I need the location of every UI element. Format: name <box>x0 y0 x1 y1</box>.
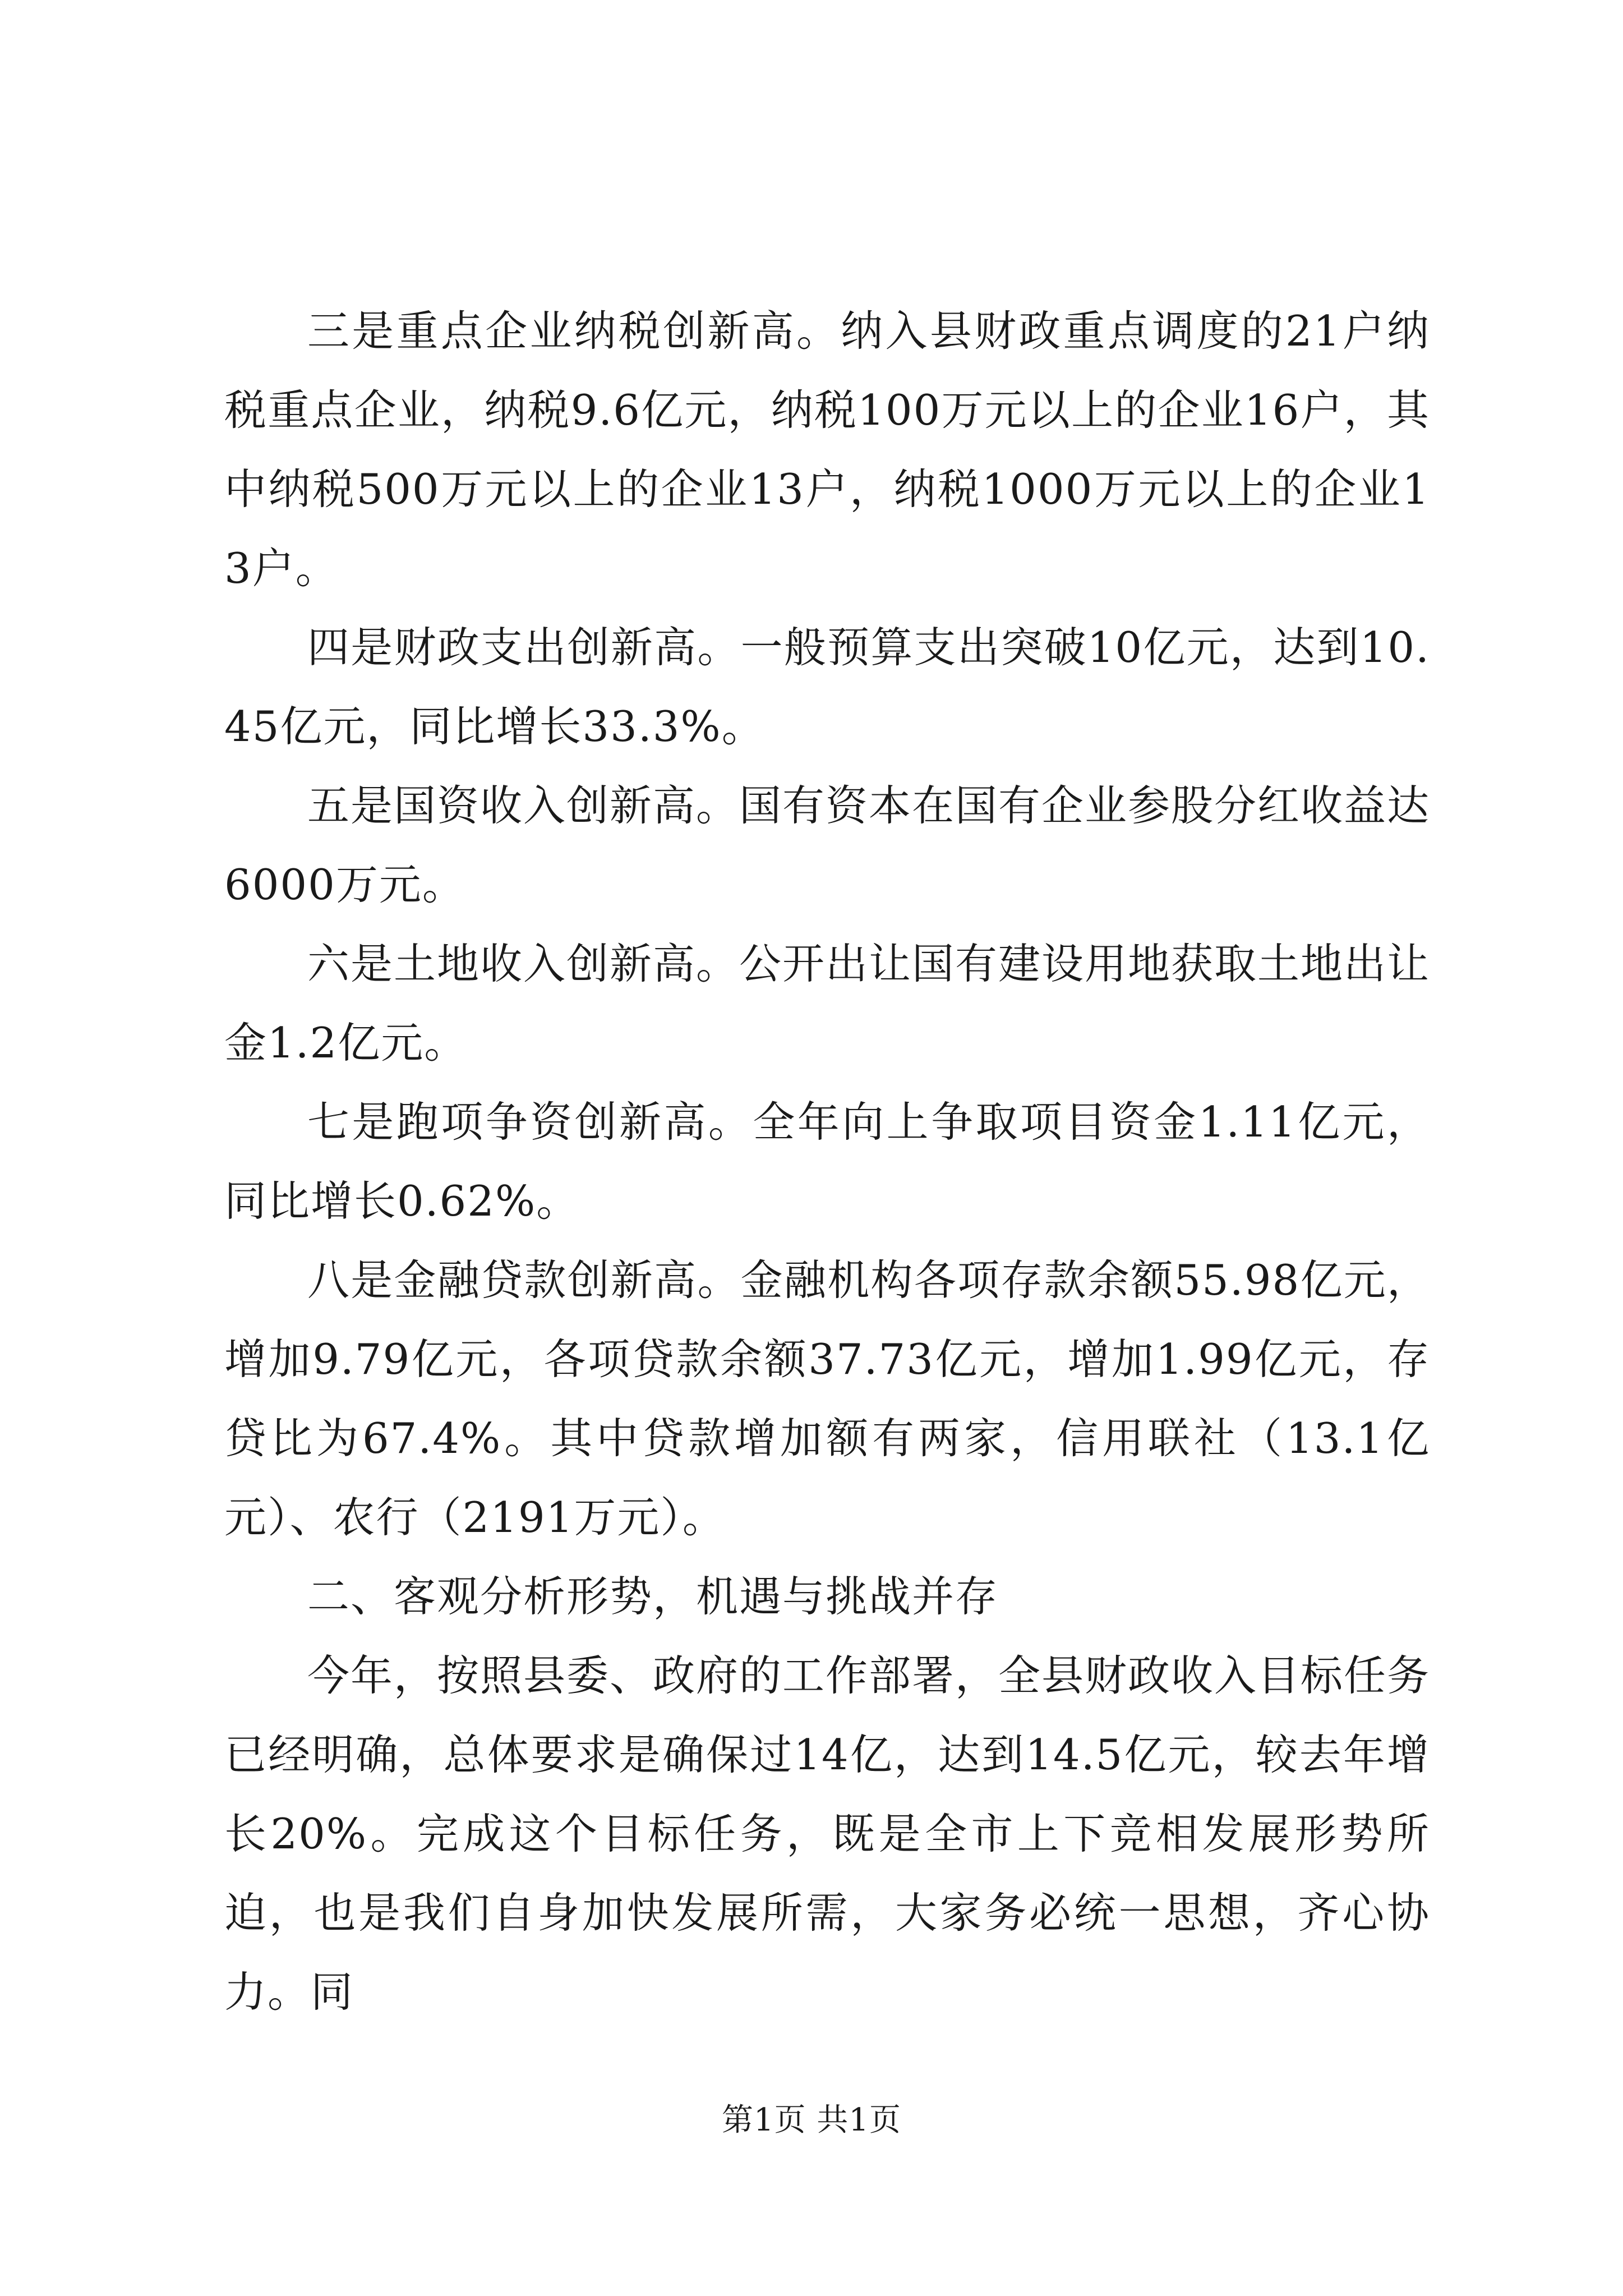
paragraph-financial-loans: 八是金融贷款创新高。金融机构各项存款余额55.98亿元，增加9.79亿元，各项贷款余额37.73亿元，增加1.99亿元，存贷比为67.4%。其中贷款增加额有两家，信用联社（13.1亿元）、农行（2191万元）。 <box>224 1255 1430 1542</box>
section-heading: 二、客观分析形势，机遇与挑战并存 <box>307 1572 999 1621</box>
paragraph-land-income: 六是土地收入创新高。公开出让国有建设用地获取土地出让金1.2亿元。 <box>224 939 1431 1068</box>
paragraph-revenue-target: 今年，按照县委、政府的工作部署，全县财政收入目标任务已经明确，总体要求是确保过14亿，达到14.5亿元，较去年增长20%。完成这个目标任务，既是全市上下竞相发展形势所迫，也是我们自身加快发展所需，大家务必统一思想，齐心协力。同 <box>224 1651 1431 2017</box>
paragraph-fiscal-expenditure: 四是财政支出创新高。一般预算支出突破10亿元，达到10.45亿元，同比增长33.3%。 <box>224 623 1430 751</box>
paragraph-state-asset-income: 五是国资收入创新高。国有资本在国有企业参股分红收益达6000万元。 <box>224 781 1431 909</box>
document-body <box>224 292 1430 2032</box>
page-number-footer: 第1页 共1页 <box>721 2102 902 2138</box>
paragraph-key-enterprise-tax: 三是重点企业纳税创新高。纳入县财政重点调度的21户纳税重点企业，纳税9.6亿元，纳税100万元以上的企业16户，其中纳税500万元以上的企业13户，纳税1000万元以上的企业13户。 <box>224 306 1430 593</box>
paragraph-project-funding: 七是跑项争资创新高。全年向上争取项目资金1.11亿元，同比增长0.62%。 <box>224 1097 1430 1226</box>
